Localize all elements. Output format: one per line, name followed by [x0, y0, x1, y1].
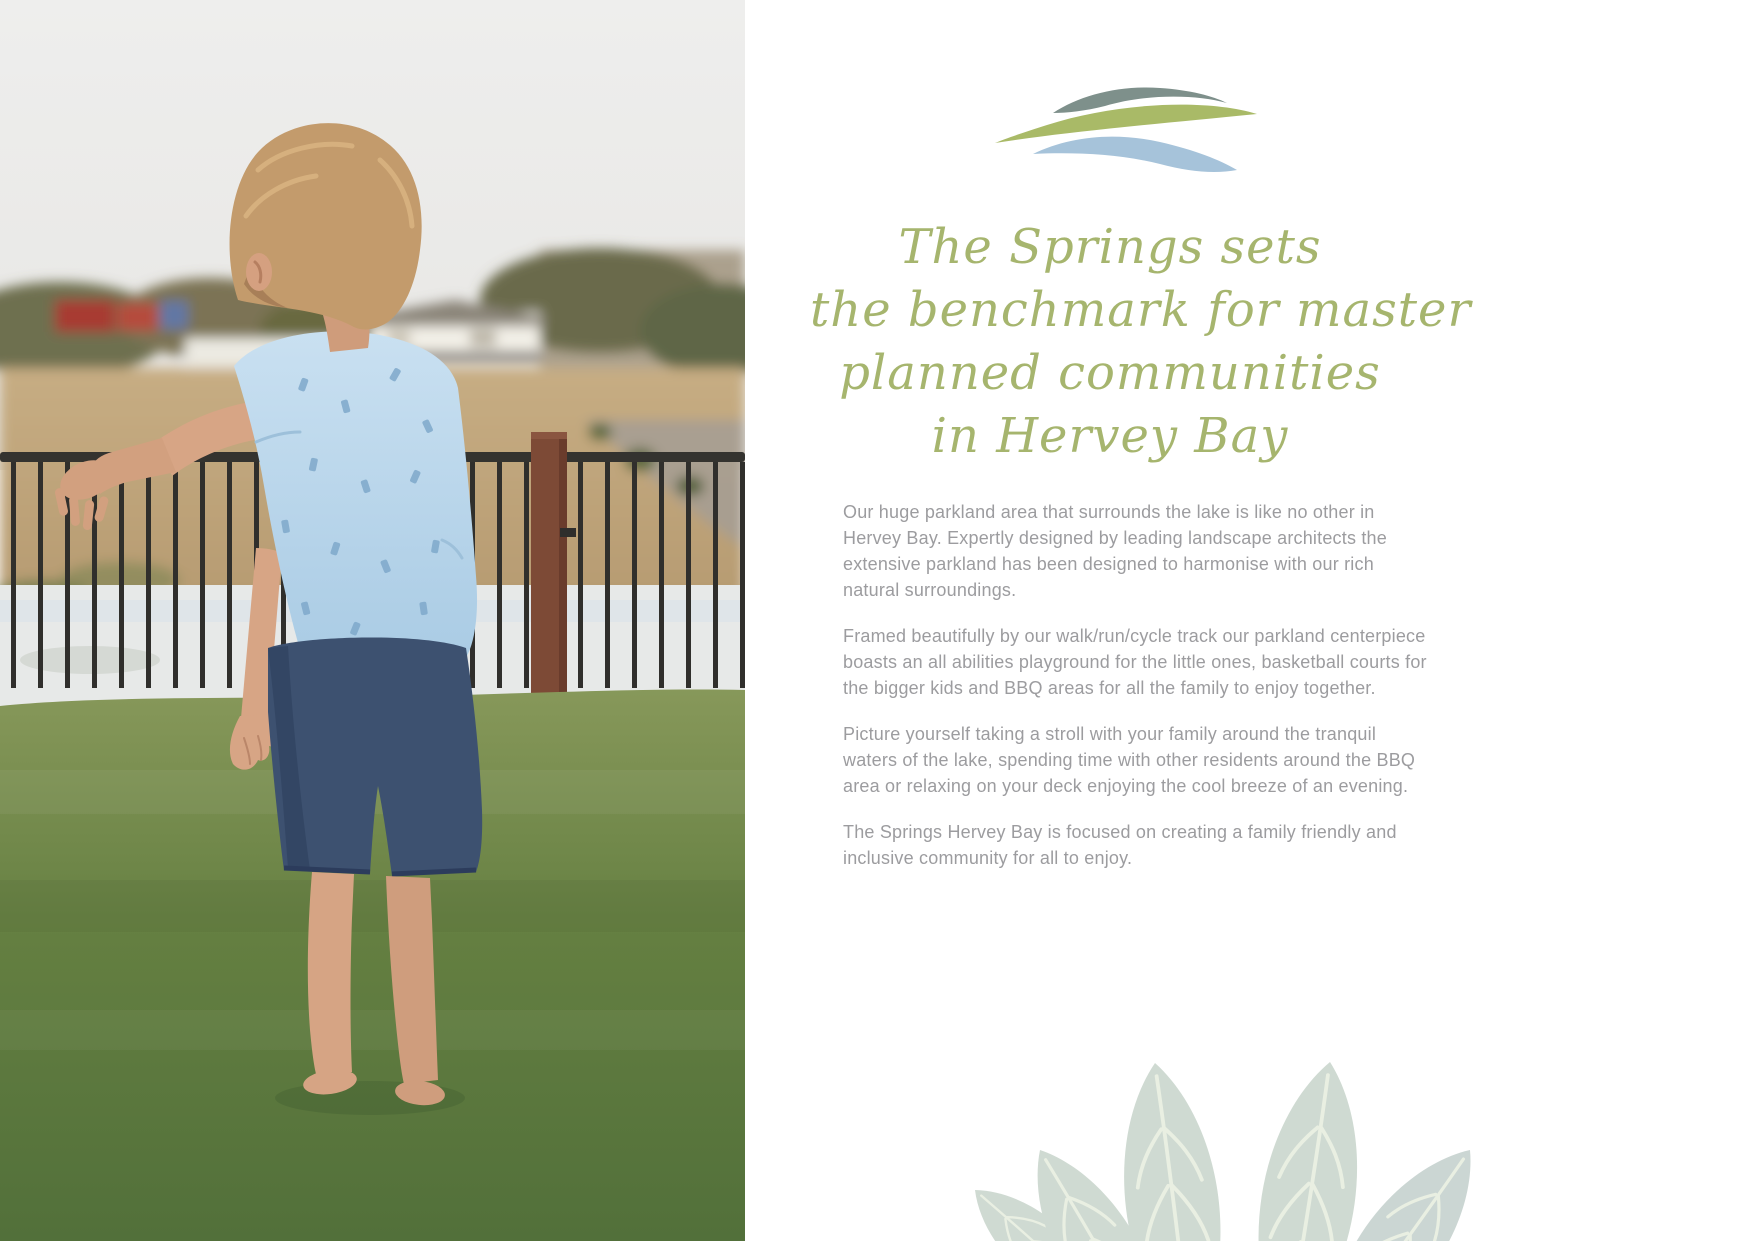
- leaf-icon: [1236, 1055, 1376, 1241]
- paragraph-track-playground: Framed beautifully by our walk/run/cycle track our parkland centerpiece boasts an all abilities playground for the little ones, basketball courts for the bigger kids and BBQ areas for all the family to enjoy together.: [843, 626, 1427, 698]
- leaves-icon: [895, 938, 1505, 1241]
- page-title-line-2: the benchmark for master: [810, 282, 1472, 338]
- paragraph-stroll: Picture yourself taking a stroll with your family around the tranquil waters of the lake, spending time with other residents around the BBQ area or relaxing on your deck enjoying the cool breeze of an evening.: [843, 724, 1416, 796]
- paragraph-community: The Springs Hervey Bay is focused on creating a family friendly and inclusive community for all to enjoy.: [843, 822, 1397, 868]
- waves-logo-icon: [985, 80, 1270, 180]
- page-title: [810, 216, 1472, 468]
- boy-head: [230, 123, 422, 329]
- leaves-decoration: [895, 938, 1505, 1241]
- body-copy: [843, 499, 1428, 891]
- photo-boy-on-lawn: [0, 0, 745, 1241]
- photo-illustration: [0, 0, 745, 1241]
- wave-bottom-icon: [1033, 137, 1237, 172]
- page-title-line-4: in Hervey Bay: [931, 408, 1289, 464]
- paragraph-parkland: Our huge parkland area that surrounds the lake is like no other in Hervey Bay. Expertly designed by leading landscape architects the extensive parkland has been designed to harmonise with our rich natural surroundings.: [843, 502, 1387, 600]
- page-title-line-3: planned communities: [839, 345, 1381, 401]
- page-title-line-1: The Springs sets: [898, 219, 1322, 275]
- leaf-icon: [1109, 1057, 1239, 1241]
- brand-logo: [985, 80, 1270, 180]
- boy-hair: [230, 123, 422, 329]
